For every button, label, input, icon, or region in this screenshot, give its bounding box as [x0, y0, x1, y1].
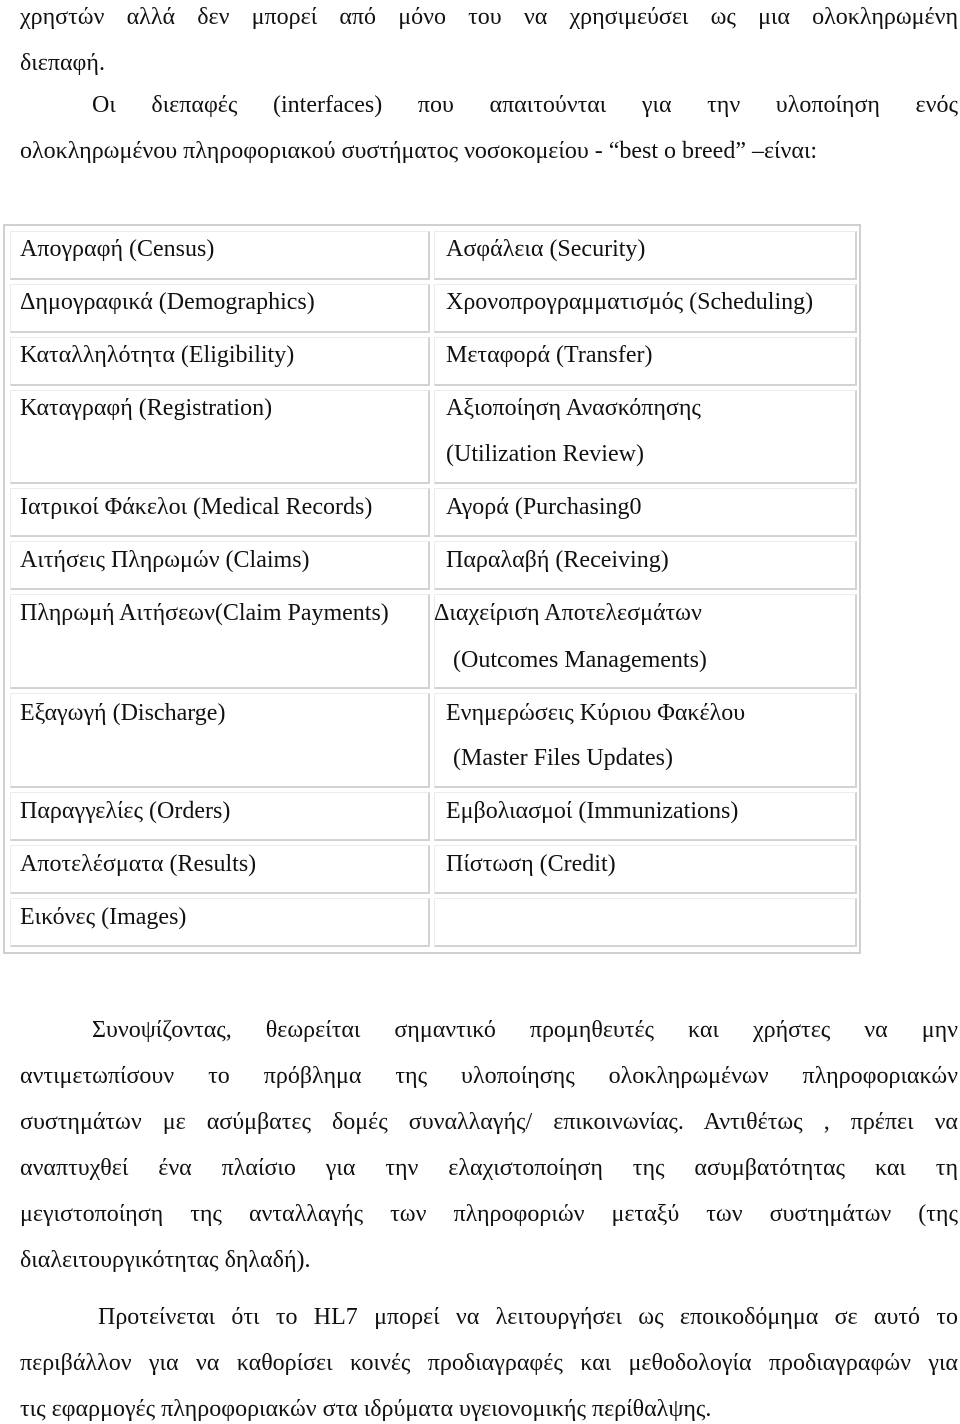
- summary-line-6: διαλειτουργικότητας δηλαδή).: [20, 1247, 311, 1273]
- hl7-line-3: τις εφαρμογές πληροφοριακών στα ιδρύματα υγειονομικής περίθαλψης.: [20, 1396, 712, 1422]
- hl7-line-1: Προτείνεται ότι το HL7 μπορεί να λειτουργήσει ως εποικοδόμημα σε αυτό το: [98, 1304, 958, 1330]
- hl7-line-2: περιβάλλον για να καθορίσει κοινές προδιαγραφές και μεθοδολογία προδιαγραφών για: [20, 1350, 958, 1376]
- interface-medical-records: Ιατρικοί Φάκελοι (Medical Records): [20, 494, 373, 520]
- interface-credit: Πίστωση (Credit): [446, 851, 616, 877]
- intro-line-1: χρηστών αλλά δεν μπορεί από μόνο του να χρησιμεύσει ως μια ολοκληρωμένη: [20, 4, 958, 30]
- summary-line-1: Συνοψίζοντας, θεωρείται σημαντικό προμηθευτές και χρήστες να μην: [92, 1017, 958, 1043]
- interface-scheduling: Χρονοπρογραμματισμός (Scheduling): [446, 289, 814, 315]
- intro-line-4: ολοκληρωμένου πληροφοριακού συστήματος νοσοκομείου - “best o breed” –είναι:: [20, 138, 818, 164]
- interface-claims: Αιτήσεις Πληρωμών (Claims): [20, 547, 310, 573]
- table-cell: [434, 898, 857, 947]
- intro-line-3: Οι διεπαφές (interfaces) που απαιτούνται για την υλοποίηση ενός: [92, 92, 958, 118]
- interface-master-files-en: (Master Files Updates): [453, 745, 673, 771]
- intro-line-2: διεπαφή.: [20, 50, 105, 76]
- interface-immunizations: Εμβολιασμοί (Immunizations): [446, 798, 739, 824]
- interface-transfer: Μεταφορά (Transfer): [446, 342, 653, 368]
- interface-purchasing: Αγορά (Purchasing0: [446, 494, 642, 520]
- interface-census: Απογραφή (Census): [20, 236, 215, 262]
- summary-line-2: αντιμετωπίσουν το πρόβλημα της υλοποίησης ολοκληρωμένων πληροφοριακών: [20, 1063, 958, 1089]
- interface-orders: Παραγγελίες (Orders): [20, 798, 231, 824]
- interface-results: Αποτελέσματα (Results): [20, 851, 257, 877]
- interface-security: Ασφάλεια (Security): [446, 236, 646, 262]
- summary-line-5: μεγιστοποίηση της ανταλλαγής των πληροφοριών μεταξύ των συστημάτων (της: [20, 1201, 958, 1227]
- summary-line-3: συστημάτων με ασύμβατες δομές συναλλαγής/ επικοινωνίας. Αντιθέτως , πρέπει να: [20, 1109, 958, 1135]
- interface-discharge: Εξαγωγή (Discharge): [20, 700, 226, 726]
- interface-demographics: Δημογραφικά (Demographics): [20, 289, 315, 315]
- interface-outcomes-management: Διαχείριση Αποτελεσμάτων: [434, 600, 702, 626]
- interface-outcomes-management-en: (Outcomes Managements): [453, 647, 707, 673]
- interface-utilization-review-en: (Utilization Review): [446, 441, 644, 467]
- interface-eligibility: Καταλληλότητα (Eligibility): [20, 342, 295, 368]
- interface-master-files: Ενημερώσεις Κύριου Φακέλου: [446, 700, 746, 726]
- interface-utilization-review: Αξιοποίηση Ανασκόπησης: [446, 395, 701, 421]
- interface-registration: Καταγραφή (Registration): [20, 395, 273, 421]
- interface-images: Εικόνες (Images): [20, 904, 187, 930]
- interface-receiving: Παραλαβή (Receiving): [446, 547, 669, 573]
- summary-line-4: αναπτυχθεί ένα πλαίσιο για την ελαχιστοποίηση της ασυμβατότητας και τη: [20, 1155, 958, 1181]
- interface-claim-payments: Πληρωμή Αιτήσεων(Claim Payments): [20, 600, 389, 626]
